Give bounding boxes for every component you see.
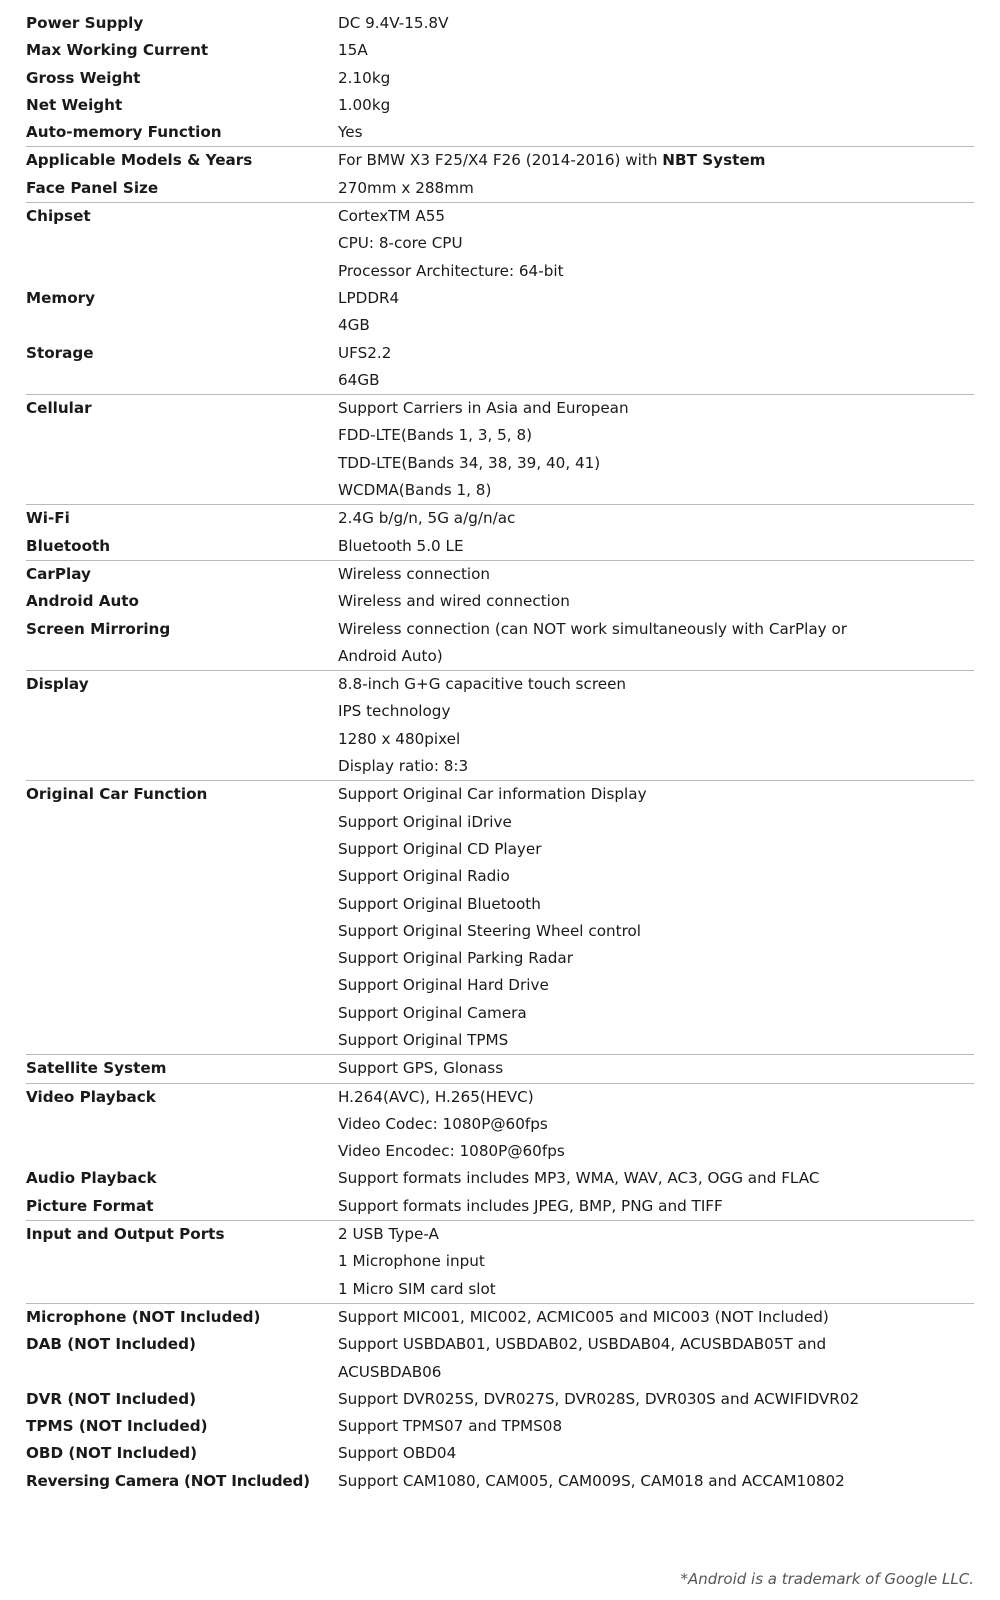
value-line: IPS technology <box>338 702 451 721</box>
value-line: Support formats includes MP3, WMA, WAV, AC3, OGG and FLAC <box>338 1169 820 1188</box>
row-label: Memory <box>26 288 96 307</box>
row-value <box>338 781 974 1055</box>
row-value <box>338 92 974 119</box>
value-line: 4GB <box>338 316 370 335</box>
value-line: Support Original Hard Drive <box>338 976 549 995</box>
row-label: Video Playback <box>26 1087 156 1106</box>
value-line: Support GPS, Glonass <box>338 1059 504 1078</box>
value-line: Display ratio: 8:3 <box>338 757 469 776</box>
row-label: Satellite System <box>26 1059 167 1078</box>
row-value <box>338 285 974 340</box>
value-line: 1 Microphone input <box>338 1252 485 1271</box>
row-label: Power Supply <box>26 14 144 32</box>
value-line: Support formats includes JPEG, BMP, PNG and TIFF <box>338 1196 723 1215</box>
table-row <box>26 65 974 92</box>
value-line: DC 9.4V-15.8V <box>338 14 449 32</box>
row-label: Input and Output Ports <box>26 1225 225 1244</box>
row-value <box>338 1303 974 1331</box>
row-label: Original Car Function <box>26 785 208 804</box>
table-row <box>26 395 974 505</box>
value-line: 1 Micro SIM card slot <box>338 1279 496 1298</box>
table-row <box>26 505 974 533</box>
value-line: Support Original Camera <box>338 1003 527 1022</box>
row-value <box>338 203 974 285</box>
value-line: 15A <box>338 41 368 60</box>
row-label: DVR (NOT Included) <box>26 1389 197 1408</box>
row-label: Screen Mirroring <box>26 619 171 638</box>
value-line: Support TPMS07 and TPMS08 <box>338 1417 563 1436</box>
row-label: Face Panel Size <box>26 178 159 197</box>
value-line: Support DVR025S, DVR027S, DVR028S, DVR030S and ACWIFIDVR02 <box>338 1389 860 1408</box>
row-value <box>338 671 974 781</box>
value-line: Android Auto) <box>338 646 443 665</box>
table-row <box>26 1386 974 1413</box>
row-value <box>338 65 974 92</box>
table-row <box>26 1413 974 1440</box>
table-row <box>26 1331 974 1386</box>
value-line: Support USBDAB01, USBDAB02, USBDAB04, ACUSBDAB05T and <box>338 1335 827 1354</box>
row-label: Picture Format <box>26 1196 154 1215</box>
value-line: ACUSBDAB06 <box>338 1362 442 1381</box>
table-row <box>26 588 974 615</box>
row-value <box>338 505 974 533</box>
table-row <box>26 1083 974 1165</box>
value-line: Support Original CD Player <box>338 839 542 858</box>
row-value <box>338 616 974 671</box>
value-line: Support OBD04 <box>338 1444 457 1463</box>
row-label: Wi-Fi <box>26 509 70 528</box>
value-line: Support CAM1080, CAM005, CAM009S, CAM018 and ACCAM10802 <box>338 1471 845 1490</box>
value-emphasis: NBT System <box>662 151 766 170</box>
value-line: Support Original TPMS <box>338 1030 509 1049</box>
value-line: Video Encodec: 1080P@60fps <box>338 1142 565 1161</box>
table-row <box>26 1193 974 1221</box>
value-line: Support Carriers in Asia and European <box>338 399 629 418</box>
row-value <box>338 1386 974 1413</box>
table-row <box>26 1055 974 1083</box>
row-value <box>338 1193 974 1221</box>
value-line: CortexTM A55 <box>338 207 446 226</box>
value-line: Bluetooth 5.0 LE <box>338 536 464 555</box>
value-line: 64GB <box>338 370 380 389</box>
table-row <box>26 203 974 285</box>
row-label: Audio Playback <box>26 1169 157 1188</box>
value-line: Support Original iDrive <box>338 812 512 831</box>
value-line: UFS2.2 <box>338 343 392 362</box>
row-label: Microphone (NOT Included) <box>26 1307 261 1326</box>
row-value <box>338 1413 974 1440</box>
value-line: Yes <box>338 123 363 142</box>
row-label: Display <box>26 675 89 694</box>
value-line: Support Original Radio <box>338 867 510 886</box>
row-label: Bluetooth <box>26 536 111 555</box>
value-line: Wireless connection (can NOT work simultaneously with CarPlay or <box>338 619 848 638</box>
table-row <box>26 119 974 147</box>
value-line: Support Original Bluetooth <box>338 894 541 913</box>
table-row <box>26 340 974 395</box>
table-row <box>26 1303 974 1331</box>
row-label: Applicable Models & Years <box>26 151 253 170</box>
value-line: 2.10kg <box>338 68 391 87</box>
value-line: TDD-LTE(Bands 34, 38, 39, 40, 41) <box>338 453 601 472</box>
row-value <box>338 588 974 615</box>
table-row <box>26 1165 974 1192</box>
row-value <box>338 1331 974 1386</box>
value-line: WCDMA(Bands 1, 8) <box>338 481 492 500</box>
row-value <box>338 119 974 147</box>
row-label: Android Auto <box>26 592 139 611</box>
value-line: 2.4G b/g/n, 5G a/g/n/ac <box>338 509 516 528</box>
row-label: Reversing Camera (NOT Included) <box>26 1471 310 1490</box>
row-label: Storage <box>26 343 94 362</box>
value-line: 2 USB Type-A <box>338 1225 439 1244</box>
footnote: *Android is a trademark of Google LLC. <box>680 1570 974 1588</box>
value-line: Wireless connection <box>338 564 491 583</box>
row-value <box>338 1440 974 1467</box>
value-line: Support Original Steering Wheel control <box>338 921 641 940</box>
value-line: Support Original Car information Display <box>338 785 647 804</box>
row-label: Chipset <box>26 207 91 226</box>
table-row <box>26 147 974 175</box>
value-line: Support MIC001, MIC002, ACMIC005 and MIC003 (NOT Included) <box>338 1307 829 1326</box>
row-label: Cellular <box>26 399 92 418</box>
row-value <box>338 147 974 175</box>
row-value <box>338 1165 974 1192</box>
table-row <box>26 1440 974 1467</box>
table-row <box>26 560 974 588</box>
table-row <box>26 533 974 561</box>
row-value <box>338 340 974 395</box>
table-row <box>26 92 974 119</box>
value-line: Support Original Parking Radar <box>338 949 573 968</box>
row-label: Auto-memory Function <box>26 123 222 142</box>
table-row <box>26 616 974 671</box>
row-label: CarPlay <box>26 564 91 583</box>
row-value <box>338 395 974 505</box>
row-value <box>338 533 974 561</box>
value-line: 1.00kg <box>338 95 391 114</box>
specification-table <box>26 10 974 1495</box>
row-label: TPMS (NOT Included) <box>26 1417 208 1436</box>
row-value <box>338 560 974 588</box>
value-line: For BMW X3 F25/X4 F26 (2014-2016) with NBT System <box>338 151 766 170</box>
table-row <box>26 1221 974 1304</box>
table-row <box>26 671 974 781</box>
value-line: 8.8-inch G+G capacitive touch screen <box>338 675 627 694</box>
row-value <box>338 175 974 203</box>
row-label: Max Working Current <box>26 41 209 60</box>
row-label: Gross Weight <box>26 68 141 87</box>
value-line: CPU: 8-core CPU <box>338 234 463 253</box>
table-row <box>26 285 974 340</box>
table-row <box>26 175 974 203</box>
row-value <box>338 37 974 64</box>
row-value <box>338 10 974 37</box>
value-line: Processor Architecture: 64-bit <box>338 261 564 280</box>
row-value <box>338 1221 974 1304</box>
table-row <box>26 781 974 1055</box>
value-line: H.264(AVC), H.265(HEVC) <box>338 1087 534 1106</box>
row-value <box>338 1468 974 1495</box>
table-row <box>26 1468 974 1495</box>
row-label: OBD (NOT Included) <box>26 1444 198 1463</box>
value-line: 1280 x 480pixel <box>338 729 461 748</box>
table-row <box>26 37 974 64</box>
value-line: LPDDR4 <box>338 288 400 307</box>
value-line: Wireless and wired connection <box>338 592 570 611</box>
row-value <box>338 1055 974 1083</box>
value-line: FDD-LTE(Bands 1, 3, 5, 8) <box>338 426 533 445</box>
value-line: Video Codec: 1080P@60fps <box>338 1114 548 1133</box>
table-row <box>26 10 974 37</box>
row-label: DAB (NOT Included) <box>26 1335 196 1354</box>
specification-table-body <box>26 10 974 1495</box>
row-value <box>338 1083 974 1165</box>
row-label: Net Weight <box>26 95 123 114</box>
value-line: 270mm x 288mm <box>338 178 474 197</box>
